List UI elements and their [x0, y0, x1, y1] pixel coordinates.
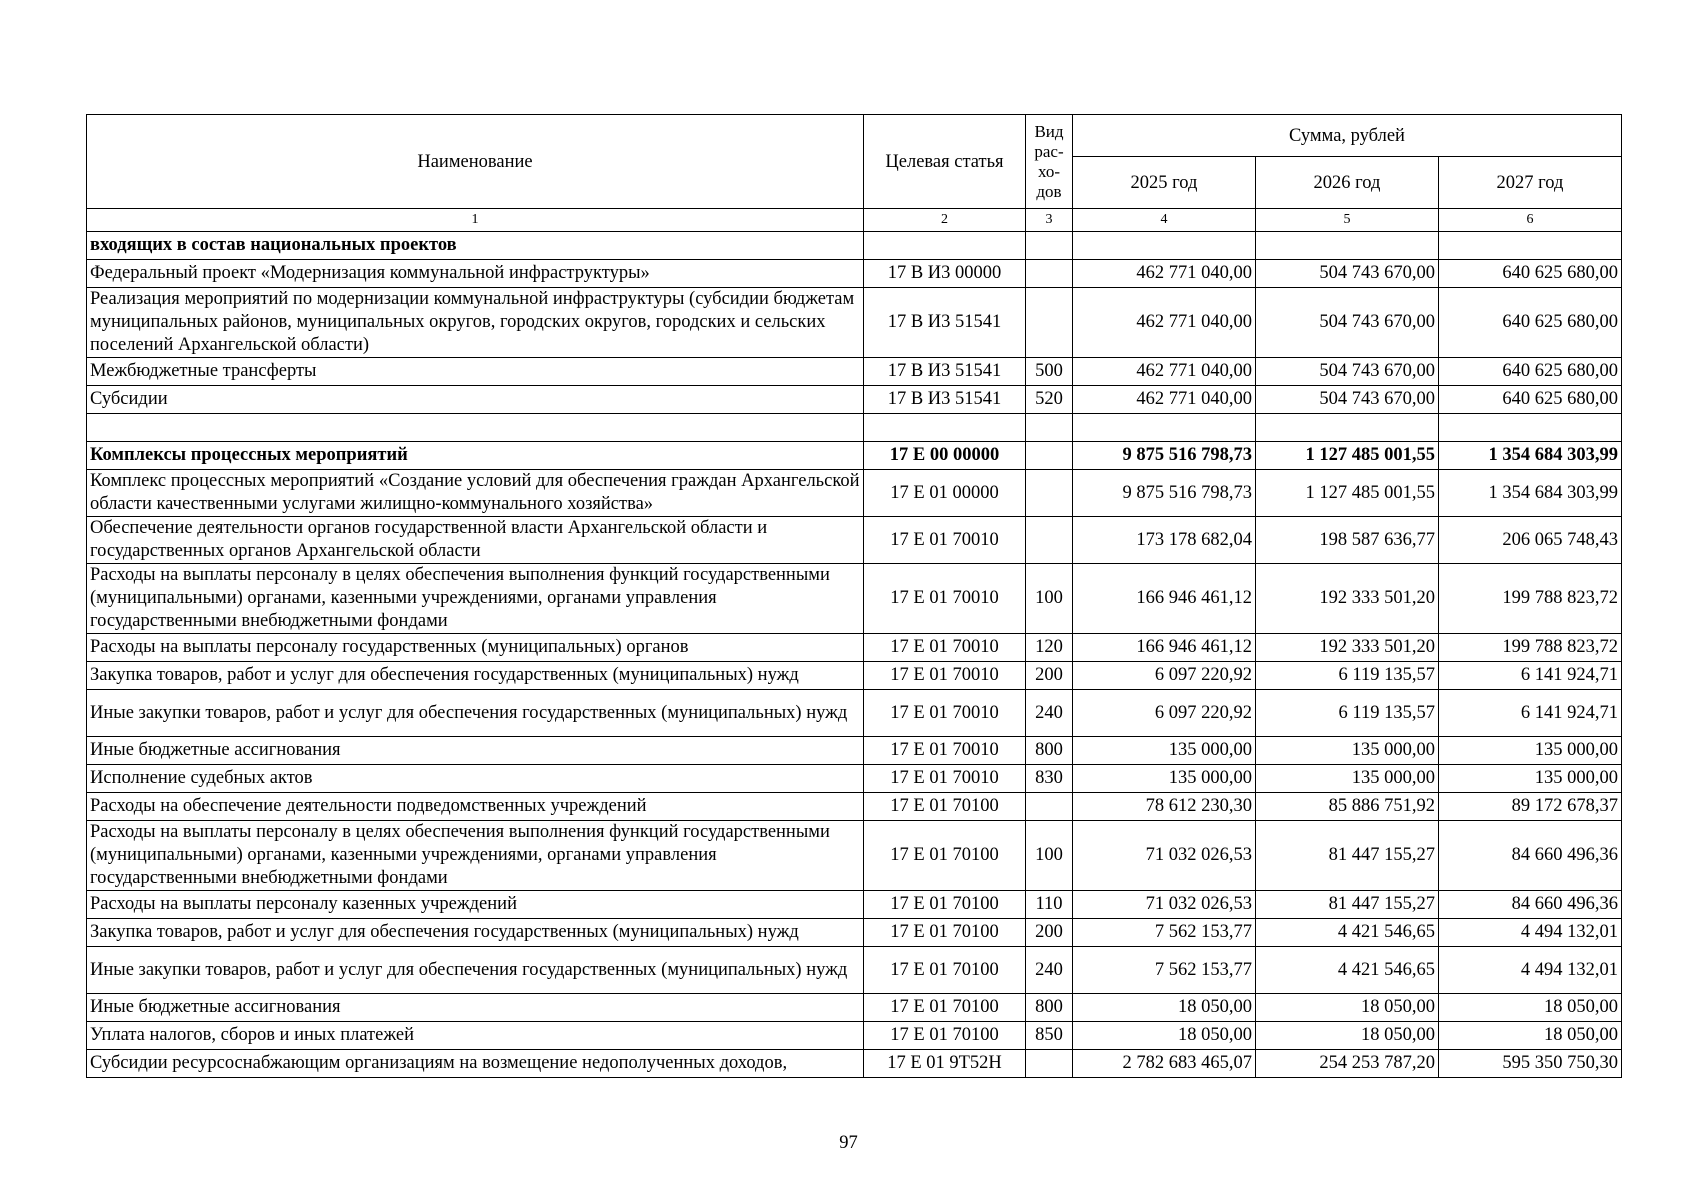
header-expense-type-line: Вид — [1034, 121, 1064, 141]
amount-2025-cell: 166 946 461,12 — [1073, 564, 1256, 634]
amount-2026-cell: 18 050,00 — [1256, 1022, 1439, 1050]
amount-2025-cell: 135 000,00 — [1073, 737, 1256, 765]
expense-type-cell: 200 — [1026, 662, 1073, 690]
expense-type-cell: 100 — [1026, 821, 1073, 891]
target-article-cell: 17 В И3 00000 — [864, 260, 1026, 288]
target-article-cell: 17 Е 01 70100 — [864, 994, 1026, 1022]
table-row — [87, 947, 1622, 994]
row-name-cell: Расходы на обеспечение деятельности подведомственных учреждений — [87, 793, 864, 821]
table-row — [87, 442, 1622, 470]
row-name-cell: Комплекс процессных мероприятий «Создание условий для обеспечения граждан Архангельской области качественными услугами жилищно-коммунального хозяйства» — [87, 470, 864, 517]
header-expense-type-line: рас- — [1034, 141, 1064, 161]
amount-2026-cell: 4 421 546,65 — [1256, 919, 1439, 947]
target-article-cell: 17 Е 01 70010 — [864, 517, 1026, 564]
amount-2027-cell — [1439, 414, 1622, 442]
target-article-cell — [864, 232, 1026, 260]
row-name-cell: Субсидии ресурсоснабжающим организациям на возмещение недополученных доходов, — [87, 1050, 864, 1078]
column-number: 5 — [1256, 209, 1439, 232]
amount-2027-cell: 1 354 684 303,99 — [1439, 470, 1622, 517]
row-name-cell — [87, 414, 864, 442]
table-row — [87, 414, 1622, 442]
row-name-cell: Федеральный проект «Модернизация коммунальной инфраструктуры» — [87, 260, 864, 288]
expense-type-cell: 800 — [1026, 994, 1073, 1022]
amount-2025-cell — [1073, 414, 1256, 442]
expense-type-cell — [1026, 260, 1073, 288]
amount-2026-cell: 1 127 485 001,55 — [1256, 470, 1439, 517]
amount-2027-cell: 6 141 924,71 — [1439, 690, 1622, 737]
row-name-cell: Иные закупки товаров, работ и услуг для обеспечения государственных (муниципальных) нужд — [87, 690, 864, 737]
amount-2025-cell: 166 946 461,12 — [1073, 634, 1256, 662]
target-article-cell: 17 Е 01 70100 — [864, 919, 1026, 947]
row-name-cell: Реализация мероприятий по модернизации коммунальной инфраструктуры (субсидии бюджетам муниципальных районов, муниципальных округов, городских округов, городских и сельских поселений Архангельской области) — [87, 288, 864, 358]
amount-2026-cell: 81 447 155,27 — [1256, 821, 1439, 891]
amount-2025-cell: 78 612 230,30 — [1073, 793, 1256, 821]
amount-2027-cell: 135 000,00 — [1439, 737, 1622, 765]
amount-2027-cell: 199 788 823,72 — [1439, 564, 1622, 634]
table-row — [87, 470, 1622, 517]
row-name-cell: Расходы на выплаты персоналу в целях обеспечения выполнения функций государственными (муниципальными) органами, казенными учреждениями, органами управления государственными внебюджетными фондами — [87, 564, 864, 634]
amount-2025-cell: 71 032 026,53 — [1073, 821, 1256, 891]
amount-2026-cell: 6 119 135,57 — [1256, 662, 1439, 690]
table-row — [87, 260, 1622, 288]
amount-2026-cell: 504 743 670,00 — [1256, 358, 1439, 386]
header-year-2025: 2025 год — [1073, 157, 1256, 209]
expense-type-cell: 240 — [1026, 690, 1073, 737]
target-article-cell: 17 Е 01 70100 — [864, 891, 1026, 919]
target-article-cell: 17 Е 01 70010 — [864, 690, 1026, 737]
header-year-2026: 2026 год — [1256, 157, 1439, 209]
table-row — [87, 891, 1622, 919]
expense-type-cell — [1026, 232, 1073, 260]
amount-2026-cell — [1256, 232, 1439, 260]
amount-2026-cell — [1256, 414, 1439, 442]
amount-2027-cell: 640 625 680,00 — [1439, 260, 1622, 288]
amount-2027-cell: 18 050,00 — [1439, 994, 1622, 1022]
column-number: 3 — [1026, 209, 1073, 232]
amount-2026-cell: 81 447 155,27 — [1256, 891, 1439, 919]
table-row — [87, 386, 1622, 414]
amount-2025-cell: 462 771 040,00 — [1073, 260, 1256, 288]
expense-type-cell: 830 — [1026, 765, 1073, 793]
target-article-cell: 17 Е 01 70010 — [864, 564, 1026, 634]
expense-type-cell: 110 — [1026, 891, 1073, 919]
amount-2027-cell: 206 065 748,43 — [1439, 517, 1622, 564]
row-name-cell: Закупка товаров, работ и услуг для обеспечения государственных (муниципальных) нужд — [87, 662, 864, 690]
table-row — [87, 793, 1622, 821]
expense-type-cell — [1026, 517, 1073, 564]
amount-2027-cell — [1439, 232, 1622, 260]
target-article-cell: 17 Е 01 70100 — [864, 793, 1026, 821]
amount-2027-cell: 595 350 750,30 — [1439, 1050, 1622, 1078]
amount-2025-cell: 9 875 516 798,73 — [1073, 470, 1256, 517]
table-row — [87, 765, 1622, 793]
amount-2027-cell: 4 494 132,01 — [1439, 919, 1622, 947]
amount-2025-cell: 18 050,00 — [1073, 994, 1256, 1022]
expense-type-cell: 520 — [1026, 386, 1073, 414]
target-article-cell: 17 Е 01 70010 — [864, 765, 1026, 793]
expense-type-cell: 200 — [1026, 919, 1073, 947]
amount-2026-cell: 504 743 670,00 — [1256, 260, 1439, 288]
expense-type-cell — [1026, 414, 1073, 442]
amount-2026-cell: 18 050,00 — [1256, 994, 1439, 1022]
row-name-cell: Иные закупки товаров, работ и услуг для обеспечения государственных (муниципальных) нужд — [87, 947, 864, 994]
target-article-cell: 17 Е 01 70100 — [864, 821, 1026, 891]
table-row — [87, 737, 1622, 765]
header-name: Наименование — [87, 115, 864, 209]
target-article-cell: 17 Е 01 00000 — [864, 470, 1026, 517]
table-row — [87, 564, 1622, 634]
table-row — [87, 288, 1622, 358]
table-row — [87, 1022, 1622, 1050]
amount-2026-cell: 504 743 670,00 — [1256, 386, 1439, 414]
amount-2027-cell: 640 625 680,00 — [1439, 358, 1622, 386]
target-article-cell: 17 Е 01 70010 — [864, 662, 1026, 690]
row-name-cell: Комплексы процессных мероприятий — [87, 442, 864, 470]
expense-type-cell: 240 — [1026, 947, 1073, 994]
amount-2025-cell: 462 771 040,00 — [1073, 386, 1256, 414]
row-name-cell: Уплата налогов, сборов и иных платежей — [87, 1022, 864, 1050]
header-year-2027: 2027 год — [1439, 157, 1622, 209]
amount-2027-cell: 135 000,00 — [1439, 765, 1622, 793]
amount-2027-cell: 6 141 924,71 — [1439, 662, 1622, 690]
amount-2026-cell: 198 587 636,77 — [1256, 517, 1439, 564]
row-name-cell: входящих в состав национальных проектов — [87, 232, 864, 260]
amount-2026-cell: 504 743 670,00 — [1256, 288, 1439, 358]
amount-2026-cell: 1 127 485 001,55 — [1256, 442, 1439, 470]
target-article-cell: 17 Е 00 00000 — [864, 442, 1026, 470]
expense-type-cell: 850 — [1026, 1022, 1073, 1050]
amount-2025-cell: 462 771 040,00 — [1073, 288, 1256, 358]
table-row — [87, 232, 1622, 260]
header-target-article: Целевая статья — [864, 115, 1026, 209]
amount-2025-cell: 7 562 153,77 — [1073, 947, 1256, 994]
amount-2025-cell — [1073, 232, 1256, 260]
amount-2025-cell: 6 097 220,92 — [1073, 662, 1256, 690]
amount-2027-cell: 640 625 680,00 — [1439, 386, 1622, 414]
target-article-cell — [864, 414, 1026, 442]
amount-2027-cell: 84 660 496,36 — [1439, 891, 1622, 919]
row-name-cell: Субсидии — [87, 386, 864, 414]
target-article-cell: 17 Е 01 70010 — [864, 634, 1026, 662]
page-number: 97 — [839, 1133, 858, 1153]
header-expense-type-line: дов — [1036, 181, 1062, 201]
table-row — [87, 1050, 1622, 1078]
column-number: 4 — [1073, 209, 1256, 232]
amount-2025-cell: 18 050,00 — [1073, 1022, 1256, 1050]
amount-2025-cell: 135 000,00 — [1073, 765, 1256, 793]
amount-2026-cell: 192 333 501,20 — [1256, 634, 1439, 662]
amount-2026-cell: 85 886 751,92 — [1256, 793, 1439, 821]
amount-2025-cell: 173 178 682,04 — [1073, 517, 1256, 564]
target-article-cell: 17 В И3 51541 — [864, 358, 1026, 386]
amount-2026-cell: 4 421 546,65 — [1256, 947, 1439, 994]
row-name-cell: Расходы на выплаты персоналу государственных (муниципальных) органов — [87, 634, 864, 662]
expense-type-cell — [1026, 288, 1073, 358]
table-row — [87, 517, 1622, 564]
column-number: 1 — [87, 209, 864, 232]
target-article-cell: 17 Е 01 70010 — [864, 737, 1026, 765]
table-row — [87, 662, 1622, 690]
row-name-cell: Исполнение судебных актов — [87, 765, 864, 793]
amount-2027-cell: 89 172 678,37 — [1439, 793, 1622, 821]
expense-type-cell: 800 — [1026, 737, 1073, 765]
amount-2027-cell: 199 788 823,72 — [1439, 634, 1622, 662]
target-article-cell: 17 В И3 51541 — [864, 386, 1026, 414]
amount-2025-cell: 7 562 153,77 — [1073, 919, 1256, 947]
table-header — [87, 115, 1622, 232]
target-article-cell: 17 Е 01 9Т52Н — [864, 1050, 1026, 1078]
table-row — [87, 358, 1622, 386]
expense-type-cell — [1026, 1050, 1073, 1078]
header-expense-type-line: хо- — [1037, 161, 1060, 181]
row-name-cell: Расходы на выплаты персоналу казенных учреждений — [87, 891, 864, 919]
amount-2027-cell: 4 494 132,01 — [1439, 947, 1622, 994]
expense-type-cell: 100 — [1026, 564, 1073, 634]
row-name-cell: Закупка товаров, работ и услуг для обеспечения государственных (муниципальных) нужд — [87, 919, 864, 947]
row-name-cell: Иные бюджетные ассигнования — [87, 994, 864, 1022]
amount-2026-cell: 135 000,00 — [1256, 765, 1439, 793]
amount-2026-cell: 135 000,00 — [1256, 737, 1439, 765]
amount-2026-cell: 6 119 135,57 — [1256, 690, 1439, 737]
amount-2026-cell: 254 253 787,20 — [1256, 1050, 1439, 1078]
row-name-cell: Иные бюджетные ассигнования — [87, 737, 864, 765]
expense-type-cell: 500 — [1026, 358, 1073, 386]
budget-table — [86, 114, 1622, 1078]
table-row — [87, 821, 1622, 891]
target-article-cell: 17 Е 01 70100 — [864, 1022, 1026, 1050]
amount-2027-cell: 1 354 684 303,99 — [1439, 442, 1622, 470]
column-number: 6 — [1439, 209, 1622, 232]
amount-2025-cell: 6 097 220,92 — [1073, 690, 1256, 737]
amount-2025-cell: 9 875 516 798,73 — [1073, 442, 1256, 470]
row-name-cell: Расходы на выплаты персоналу в целях обеспечения выполнения функций государственными (муниципальными) органами, казенными учреждениями, органами управления государственными внебюджетными фондами — [87, 821, 864, 891]
target-article-cell: 17 Е 01 70100 — [864, 947, 1026, 994]
table-row — [87, 690, 1622, 737]
table-body — [87, 232, 1622, 1078]
amount-2027-cell: 84 660 496,36 — [1439, 821, 1622, 891]
column-numbers-row — [87, 209, 1622, 232]
amount-2026-cell: 192 333 501,20 — [1256, 564, 1439, 634]
amount-2025-cell: 71 032 026,53 — [1073, 891, 1256, 919]
column-number: 2 — [864, 209, 1026, 232]
expense-type-cell — [1026, 793, 1073, 821]
expense-type-cell — [1026, 442, 1073, 470]
row-name-cell: Межбюджетные трансферты — [87, 358, 864, 386]
amount-2027-cell: 18 050,00 — [1439, 1022, 1622, 1050]
expense-type-cell — [1026, 470, 1073, 517]
amount-2025-cell: 462 771 040,00 — [1073, 358, 1256, 386]
amount-2025-cell: 2 782 683 465,07 — [1073, 1050, 1256, 1078]
amount-2027-cell: 640 625 680,00 — [1439, 288, 1622, 358]
table-row — [87, 994, 1622, 1022]
header-expense-type — [1026, 115, 1073, 209]
target-article-cell: 17 В И3 51541 — [864, 288, 1026, 358]
header-sum: Сумма, рублей — [1073, 115, 1622, 157]
row-name-cell: Обеспечение деятельности органов государственной власти Архангельской области и государственных органов Архангельской области — [87, 517, 864, 564]
expense-type-cell: 120 — [1026, 634, 1073, 662]
table-row — [87, 634, 1622, 662]
table-row — [87, 919, 1622, 947]
